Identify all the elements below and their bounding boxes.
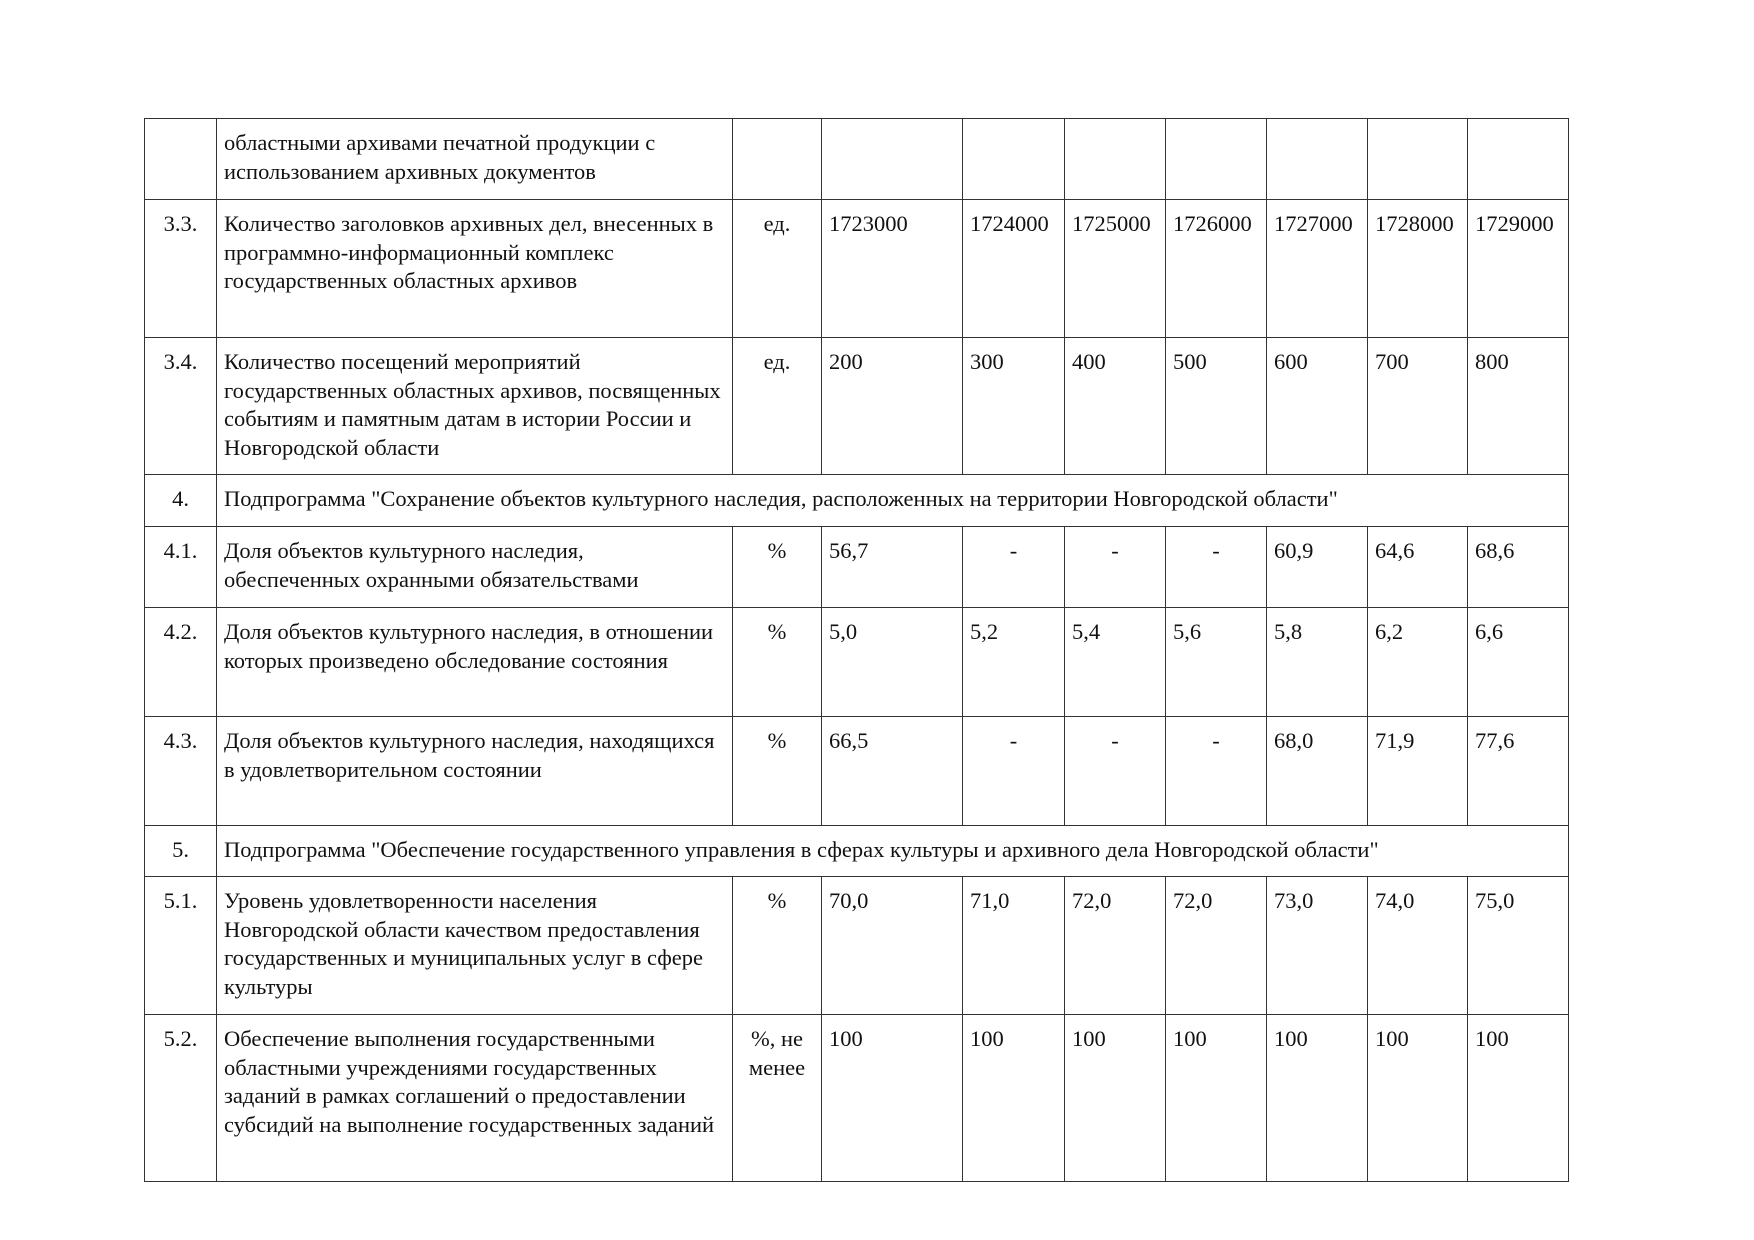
row-number: 4.3. [145, 717, 217, 826]
row-number: 5. [145, 826, 217, 877]
value-cell [1368, 119, 1468, 200]
value-cell: 200 [822, 338, 963, 475]
value-cell: 70,0 [822, 877, 963, 1015]
table-row [145, 717, 1569, 826]
value-cell: 5,0 [822, 608, 963, 717]
value-cell: - [1065, 717, 1166, 826]
table-row [145, 200, 1569, 338]
value-cell: 72,0 [1166, 877, 1267, 1015]
value-cell [822, 119, 963, 200]
value-cell: 5,8 [1267, 608, 1368, 717]
indicator-name: Доля объектов культурного наследия, обеспеченных охранными обязательствами [217, 527, 733, 608]
value-cell: 100 [1368, 1015, 1468, 1182]
value-cell: 100 [963, 1015, 1065, 1182]
value-cell: 6,2 [1368, 608, 1468, 717]
value-cell: 74,0 [1368, 877, 1468, 1015]
value-cell: 100 [1166, 1015, 1267, 1182]
value-cell: 1723000 [822, 200, 963, 338]
section-title: Подпрограмма "Сохранение объектов культурного наследия, расположенных на территории Новгородской области" [217, 475, 1569, 527]
unit-cell: ед. [733, 200, 822, 338]
value-cell: 68,0 [1267, 717, 1368, 826]
value-cell [1468, 119, 1569, 200]
value-cell: 66,5 [822, 717, 963, 826]
value-cell [1166, 119, 1267, 200]
table-row [145, 119, 1569, 200]
value-cell: 72,0 [1065, 877, 1166, 1015]
value-cell: - [1166, 717, 1267, 826]
value-cell: 5,4 [1065, 608, 1166, 717]
row-number: 4. [145, 475, 217, 527]
indicator-name: Доля объектов культурного наследия, находящихся в удовлетворительном состоянии [217, 717, 733, 826]
value-cell: 100 [1267, 1015, 1368, 1182]
unit-cell: % [733, 877, 822, 1015]
table-row [145, 338, 1569, 475]
value-cell: 5,2 [963, 608, 1065, 717]
value-cell: 64,6 [1368, 527, 1468, 608]
value-cell: 56,7 [822, 527, 963, 608]
indicator-name: областными архивами печатной продукции с использованием архивных документов [217, 119, 733, 200]
value-cell: - [1065, 527, 1166, 608]
value-cell: 600 [1267, 338, 1368, 475]
indicator-name: Количество посещений мероприятий государственных областных архивов, посвященных событиям и памятным датам в истории России и Новгородской области [217, 338, 733, 475]
section-title: Подпрограмма "Обеспечение государственного управления в сферах культуры и архивного дела Новгородской области" [217, 826, 1569, 877]
value-cell: 71,0 [963, 877, 1065, 1015]
value-cell: 1726000 [1166, 200, 1267, 338]
indicator-name: Доля объектов культурного наследия, в отношении которых произведено обследование состояния [217, 608, 733, 717]
value-cell: 5,6 [1166, 608, 1267, 717]
value-cell: 1727000 [1267, 200, 1368, 338]
value-cell: 75,0 [1468, 877, 1569, 1015]
row-number: 4.2. [145, 608, 217, 717]
value-cell: 1724000 [963, 200, 1065, 338]
unit-cell: %, не менее [733, 1015, 822, 1182]
indicator-name: Обеспечение выполнения государственными областными учреждениями государственных заданий в рамках соглашений о предоставлении субсидий на выполнение государственных заданий [217, 1015, 733, 1182]
indicators-table [144, 118, 1569, 1182]
value-cell: 1725000 [1065, 200, 1166, 338]
row-number: 5.1. [145, 877, 217, 1015]
row-number: 3.3. [145, 200, 217, 338]
value-cell: - [963, 717, 1065, 826]
value-cell: 68,6 [1468, 527, 1569, 608]
value-cell: 73,0 [1267, 877, 1368, 1015]
value-cell: 100 [1065, 1015, 1166, 1182]
section-row [145, 475, 1569, 527]
value-cell: 71,9 [1368, 717, 1468, 826]
value-cell: 1728000 [1368, 200, 1468, 338]
row-number: 3.4. [145, 338, 217, 475]
row-number: 4.1. [145, 527, 217, 608]
unit-cell: % [733, 608, 822, 717]
unit-cell: ед. [733, 338, 822, 475]
value-cell: 60,9 [1267, 527, 1368, 608]
value-cell: 700 [1368, 338, 1468, 475]
value-cell [963, 119, 1065, 200]
value-cell: 500 [1166, 338, 1267, 475]
section-row [145, 826, 1569, 877]
value-cell: 400 [1065, 338, 1166, 475]
table-row [145, 527, 1569, 608]
row-number: 5.2. [145, 1015, 217, 1182]
value-cell: 77,6 [1468, 717, 1569, 826]
unit-cell: % [733, 527, 822, 608]
value-cell: 800 [1468, 338, 1569, 475]
indicator-name: Количество заголовков архивных дел, внесенных в программно-информационный комплекс государственных областных архивов [217, 200, 733, 338]
value-cell [1065, 119, 1166, 200]
value-cell [1267, 119, 1368, 200]
value-cell: - [963, 527, 1065, 608]
unit-cell [733, 119, 822, 200]
value-cell: 100 [822, 1015, 963, 1182]
value-cell: - [1166, 527, 1267, 608]
table-row [145, 877, 1569, 1015]
value-cell: 6,6 [1468, 608, 1569, 717]
row-number [145, 119, 217, 200]
table-row [145, 1015, 1569, 1182]
value-cell: 300 [963, 338, 1065, 475]
value-cell: 1729000 [1468, 200, 1569, 338]
value-cell: 100 [1468, 1015, 1569, 1182]
unit-cell: % [733, 717, 822, 826]
indicator-name: Уровень удовлетворенности населения Новгородской области качеством предоставления государственных и муниципальных услуг в сфере культуры [217, 877, 733, 1015]
table-row [145, 608, 1569, 717]
